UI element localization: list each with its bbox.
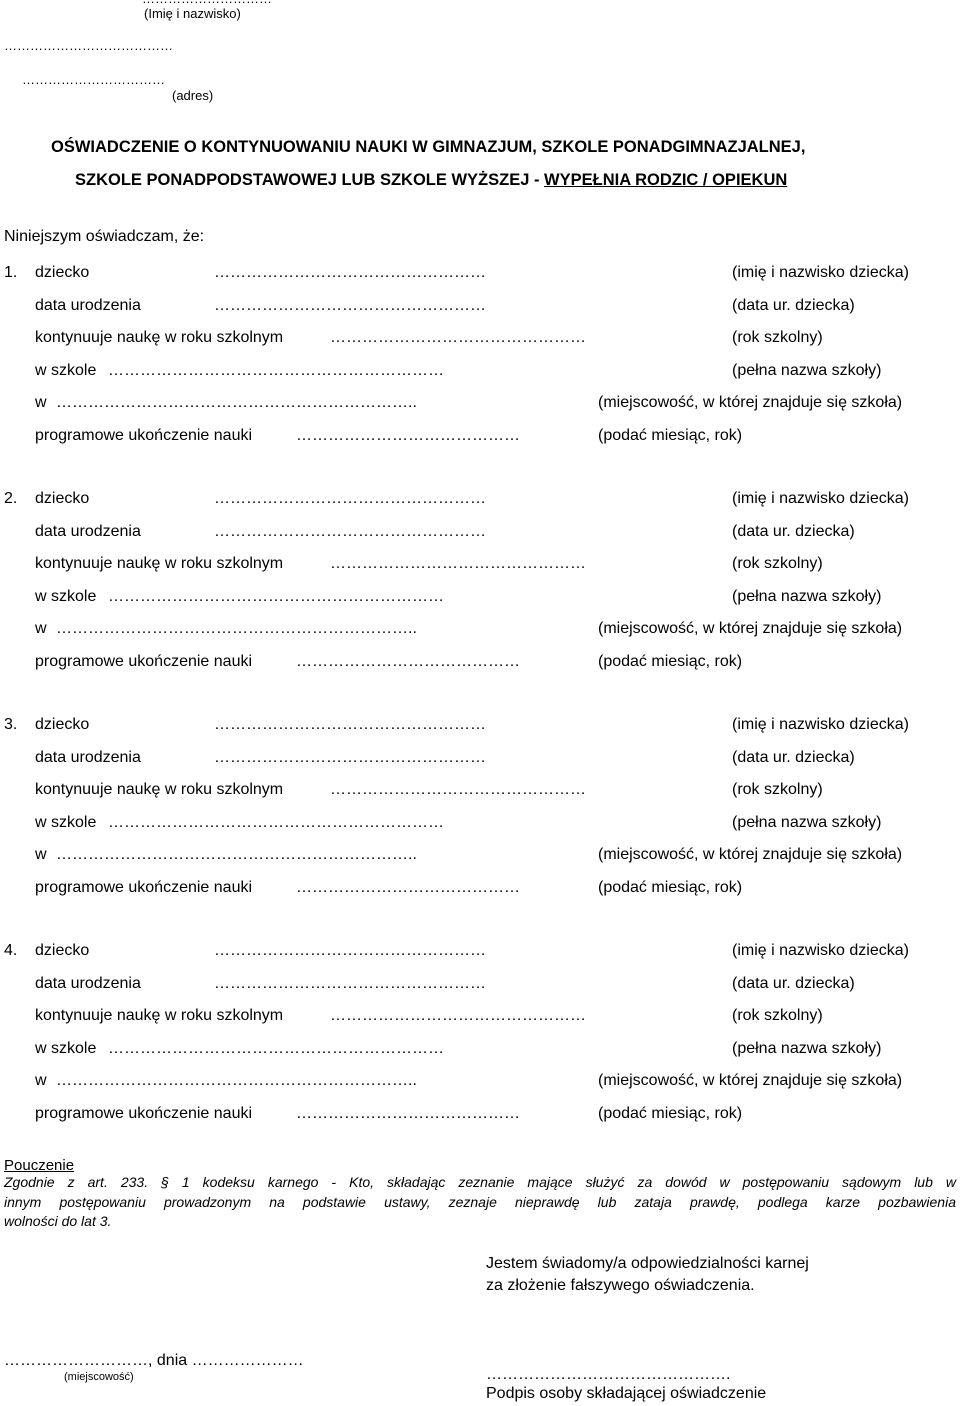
dnia-label: , dnia [148, 1352, 188, 1369]
field-label-kontynuuje: kontynuuje naukę w roku szkolnym [35, 329, 284, 346]
field-label-data-urodzenia: data urodzenia [35, 523, 141, 540]
title-line2-text: SZKOLE PONADPODSTAWOWEJ LUB SZKOLE WYŻSZEJ - [75, 171, 545, 189]
field-caption-data-urodzenia: (data ur. dziecka) [732, 975, 855, 992]
place-dots: ……………………… [4, 1352, 148, 1369]
pouczenie-line1: Zgodnie z art. 233. § 1 kodeksu karnego - Kto, składając zeznanie mające służyć za dowód w postępowaniu sądowym lub w [4, 1174, 956, 1190]
place-caption: (miejscowość) [64, 1371, 134, 1383]
field-fill-w[interactable]: ………………………………………………………….. [56, 846, 417, 863]
field-caption-dziecko: (imię i nazwisko dziecka) [732, 264, 909, 281]
field-label-w: w [35, 846, 47, 863]
field-label-kontynuuje: kontynuuje naukę w roku szkolnym [35, 1007, 284, 1024]
field-label-data-urodzenia: data urodzenia [35, 975, 141, 992]
field-caption-kontynuuje: (rok szkolny) [732, 1007, 823, 1024]
field-fill-kontynuuje[interactable]: ………………………………………… [330, 329, 586, 346]
field-fill-data-urodzenia[interactable]: …………………………………………… [214, 975, 486, 992]
field-label-kontynuuje: kontynuuje naukę w roku szkolnym [35, 555, 284, 572]
intro-text: Niniejszym oświadczam, że: [4, 228, 205, 245]
field-fill-dziecko[interactable]: …………………………………………… [214, 716, 486, 733]
field-caption-w-szkole: (pełna nazwa szkoły) [732, 362, 882, 379]
pouczenie-heading: Pouczenie [4, 1157, 75, 1174]
field-label-data-urodzenia: data urodzenia [35, 297, 141, 314]
field-label-w-szkole: w szkole [35, 588, 97, 605]
address-dots-1: ………………………………… [4, 38, 173, 53]
field-label-w: w [35, 394, 47, 411]
pouczenie-line3: wolności do lat 3. [4, 1213, 112, 1229]
field-label-programowe: programowe ukończenie nauki [35, 879, 253, 896]
declaration-line2: za złożenie fałszywego oświadczenia. [486, 1277, 755, 1294]
field-fill-w[interactable]: ………………………………………………………….. [56, 1072, 417, 1089]
pouczenie-line2: innym postępowaniu prowadzonym na podstawie ustawy, zeznaje nieprawdę lub zataja prawdę, podlega karze pozbawienia [4, 1194, 956, 1210]
field-caption-programowe: (podać miesiąc, rok) [598, 1105, 743, 1122]
field-caption-dziecko: (imię i nazwisko dziecka) [732, 490, 909, 507]
entry-number: 4. [4, 942, 18, 959]
field-caption-w-szkole: (pełna nazwa szkoły) [732, 1040, 882, 1057]
document-title-line2 [75, 171, 787, 190]
field-label-w: w [35, 1072, 47, 1089]
entry-number: 3. [4, 716, 18, 733]
field-fill-programowe[interactable]: …………………………………… [296, 879, 520, 896]
field-caption-w: (miejscowość, w której znajduje się szkoła) [598, 620, 903, 637]
document-title-line1: OŚWIADCZENIE O KONTYNUOWANIU NAUKI W GIMNAZJUM, SZKOLE PONADGIMNAZJALNEJ, [51, 138, 806, 156]
field-label-programowe: programowe ukończenie nauki [35, 653, 253, 670]
field-caption-w-szkole: (pełna nazwa szkoły) [732, 588, 882, 605]
field-caption-programowe: (podać miesiąc, rok) [598, 879, 743, 896]
field-fill-w-szkole[interactable]: ……………………………………………………… [108, 814, 444, 831]
field-label-w-szkole: w szkole [35, 1040, 97, 1057]
field-caption-programowe: (podać miesiąc, rok) [598, 653, 743, 670]
field-fill-data-urodzenia[interactable]: …………………………………………… [214, 749, 486, 766]
field-fill-kontynuuje[interactable]: ………………………………………… [330, 1007, 586, 1024]
name-caption: (Imię i nazwisko) [144, 6, 241, 21]
field-fill-programowe[interactable]: …………………………………… [296, 1105, 520, 1122]
signature-caption: Podpis osoby składającej oświadczenie [486, 1385, 767, 1402]
place-date-line [4, 1352, 304, 1370]
declaration-line1: Jestem świadomy/a odpowiedzialności karnej [486, 1255, 809, 1272]
field-caption-w: (miejscowość, w której znajduje się szkoła) [598, 846, 903, 863]
field-fill-w-szkole[interactable]: ……………………………………………………… [108, 1040, 444, 1057]
field-fill-w-szkole[interactable]: ……………………………………………………… [108, 588, 444, 605]
signature-dots: ………………………………………. [486, 1366, 731, 1383]
field-caption-dziecko: (imię i nazwisko dziecka) [732, 942, 909, 959]
field-label-dziecko: dziecko [35, 716, 90, 733]
title-line2-underlined: WYPEŁNIA RODZIC / OPIEKUN [544, 171, 788, 189]
field-fill-dziecko[interactable]: …………………………………………… [214, 942, 486, 959]
field-fill-w[interactable]: ………………………………………………………….. [56, 394, 417, 411]
field-fill-programowe[interactable]: …………………………………… [296, 653, 520, 670]
field-label-w-szkole: w szkole [35, 362, 97, 379]
field-label-dziecko: dziecko [35, 942, 90, 959]
entry-number: 2. [4, 490, 18, 507]
field-fill-data-urodzenia[interactable]: …………………………………………… [214, 523, 486, 540]
field-caption-data-urodzenia: (data ur. dziecka) [732, 523, 855, 540]
field-fill-w-szkole[interactable]: ……………………………………………………… [108, 362, 444, 379]
field-caption-w-szkole: (pełna nazwa szkoły) [732, 814, 882, 831]
address-dots-2: …………………………… [22, 72, 165, 87]
field-label-w-szkole: w szkole [35, 814, 97, 831]
field-caption-w: (miejscowość, w której znajduje się szkoła) [598, 1072, 903, 1089]
field-fill-dziecko[interactable]: …………………………………………… [214, 490, 486, 507]
field-label-data-urodzenia: data urodzenia [35, 749, 141, 766]
entry-number: 1. [4, 264, 18, 281]
address-caption: (adres) [172, 88, 214, 103]
field-caption-kontynuuje: (rok szkolny) [732, 781, 823, 798]
field-fill-kontynuuje[interactable]: ………………………………………… [330, 555, 586, 572]
field-fill-data-urodzenia[interactable]: …………………………………………… [214, 297, 486, 314]
field-label-dziecko: dziecko [35, 264, 90, 281]
field-label-programowe: programowe ukończenie nauki [35, 427, 253, 444]
field-fill-w[interactable]: ………………………………………………………….. [56, 620, 417, 637]
field-caption-data-urodzenia: (data ur. dziecka) [732, 749, 855, 766]
field-caption-kontynuuje: (rok szkolny) [732, 555, 823, 572]
field-label-programowe: programowe ukończenie nauki [35, 1105, 253, 1122]
field-fill-dziecko[interactable]: …………………………………………… [214, 264, 486, 281]
field-fill-kontynuuje[interactable]: ………………………………………… [330, 781, 586, 798]
field-caption-dziecko: (imię i nazwisko dziecka) [732, 716, 909, 733]
field-caption-programowe: (podać miesiąc, rok) [598, 427, 743, 444]
field-caption-kontynuuje: (rok szkolny) [732, 329, 823, 346]
field-caption-w: (miejscowość, w której znajduje się szkoła) [598, 394, 903, 411]
field-label-dziecko: dziecko [35, 490, 90, 507]
field-label-w: w [35, 620, 47, 637]
field-label-kontynuuje: kontynuuje naukę w roku szkolnym [35, 781, 284, 798]
field-fill-programowe[interactable]: …………………………………… [296, 427, 520, 444]
date-dots: ………………… [191, 1352, 304, 1369]
field-caption-data-urodzenia: (data ur. dziecka) [732, 297, 855, 314]
